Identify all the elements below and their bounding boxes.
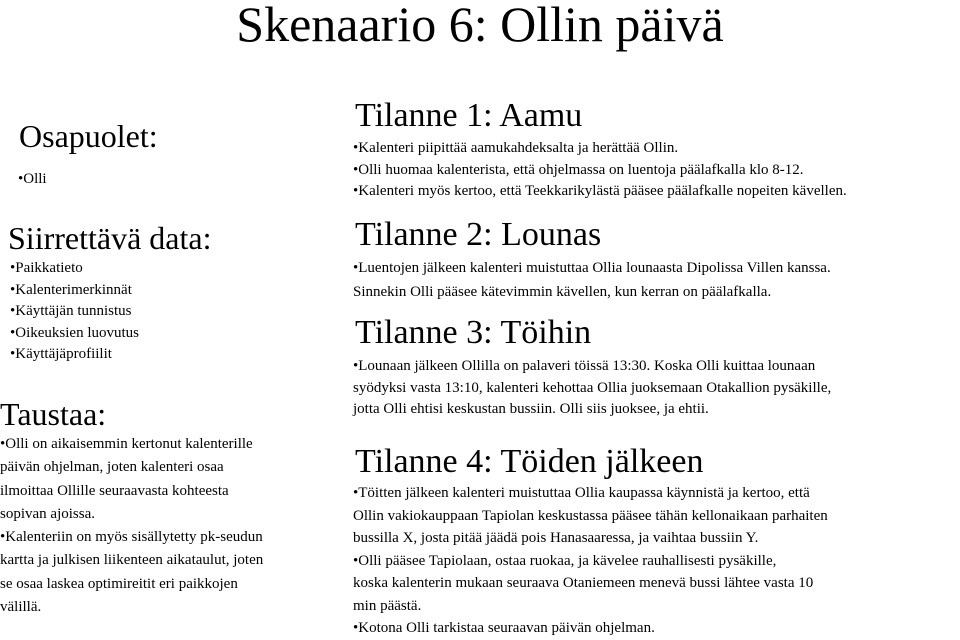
tilanne3-heading: Tilanne 3: Töihin: [355, 314, 592, 351]
osapuolet-list: [18, 169, 47, 191]
text-line: • Olli on aikaisemmin kertonut kalenterille: [0, 433, 263, 456]
text-line: se osaa laskea optimireitit eri paikkojen: [0, 575, 238, 592]
tilanne2-heading: Tilanne 2: Lounas: [355, 216, 602, 253]
text-line: bussilla X, josta pitää jäädä pois Hanasaaressa, ja vaihtaa bussiin Y.: [353, 530, 759, 546]
text-line: Ollin vakiokauppaan Tapiolan keskustassa pääsee tähän kellonaikaan parhaiten: [353, 507, 828, 524]
list-item: • Käyttäjäprofiilit: [10, 344, 139, 366]
list-item: • Kalenteri myös kertoo, että Teekkarikylästä pääsee päälafkalle nopeiten kävellen.: [353, 181, 847, 203]
tilanne1-heading: Tilanne 1: Aamu: [355, 97, 583, 134]
tilanne3-text: [353, 356, 831, 421]
taustaa-heading: Taustaa:: [0, 396, 107, 432]
tilanne2-text: [353, 256, 831, 304]
text-line: • Olli pääsee Tapiolaan, ostaa ruokaa, ja kävelee rauhallisesti pysäkille,: [353, 550, 828, 573]
text-line: • Kalenteriin on myös sisällytetty pk-seudun: [0, 526, 263, 549]
text-line: • Kotona Olli tarkistaa seuraavan päivän ohjelman.: [353, 617, 828, 640]
tilanne4-heading: Tilanne 4: Töiden jälkeen: [355, 443, 704, 480]
osapuolet-heading: Osapuolet:: [19, 118, 158, 154]
list-item: • Paikkatieto: [10, 258, 139, 280]
text-line: sopivan ajoissa.: [0, 505, 95, 522]
taustaa-text: [0, 433, 263, 619]
list-item: • Käyttäjän tunnistus: [10, 301, 139, 323]
text-line: päivän ohjelman, joten kalenteri osaa: [0, 459, 224, 476]
list-item: • Oikeuksien luovutus: [10, 323, 139, 345]
text-line: välillä.: [0, 599, 42, 616]
list-item: • Kalenteri piipittää aamukahdeksalta ja herättää Ollin.: [353, 138, 847, 160]
slide-title: Skenaario 6: Ollin päivä: [236, 0, 724, 52]
tilanne1-list: [353, 138, 847, 203]
list-item: • Kalenterimerkinnät: [10, 280, 139, 302]
text-line: kartta ja julkisen liikenteen aikataulut, joten: [0, 552, 264, 569]
text-line: syödyksi vasta 13:10, kalenteri kehottaa Ollia juoksemaan Otakallion pysäkille,: [353, 379, 832, 396]
list-item: • Olli huomaa kalenterista, että ohjelmassa on luentoja päälafkalla klo 8-12.: [353, 160, 847, 182]
text-line: jotta Olli ehtisi keskustan bussiin. Olli siis juoksee, ja ehtii.: [353, 401, 709, 417]
siirrettava-heading: Siirrettävä data:: [8, 220, 212, 256]
tilanne4-text: [353, 482, 828, 640]
text-line: ilmoittaa Ollille seuraavasta kohteesta: [0, 482, 229, 499]
text-line: min päästä.: [353, 597, 422, 614]
text-line: Sinnekin Olli pääsee kätevimmin kävellen, kun kerran on päälafkalla.: [353, 284, 772, 300]
text-line: • Töitten jälkeen kalenteri muistuttaa Ollia kaupassa käynnistä ja kertoo, että: [353, 482, 828, 505]
siirrettava-list: [10, 258, 139, 366]
text-line: • Luentojen jälkeen kalenteri muistuttaa Ollia lounaasta Dipolissa Villen kanssa.: [353, 256, 831, 280]
text-line: koska kalenterin mukaan seuraava Otaniemeen menevä bussi lähtee vasta 10: [353, 575, 814, 591]
list-item: • Olli: [18, 169, 47, 191]
text-line: • Lounaan jälkeen Ollilla on palaveri töissä 13:30. Koska Olli kuittaa lounaan: [353, 356, 831, 378]
